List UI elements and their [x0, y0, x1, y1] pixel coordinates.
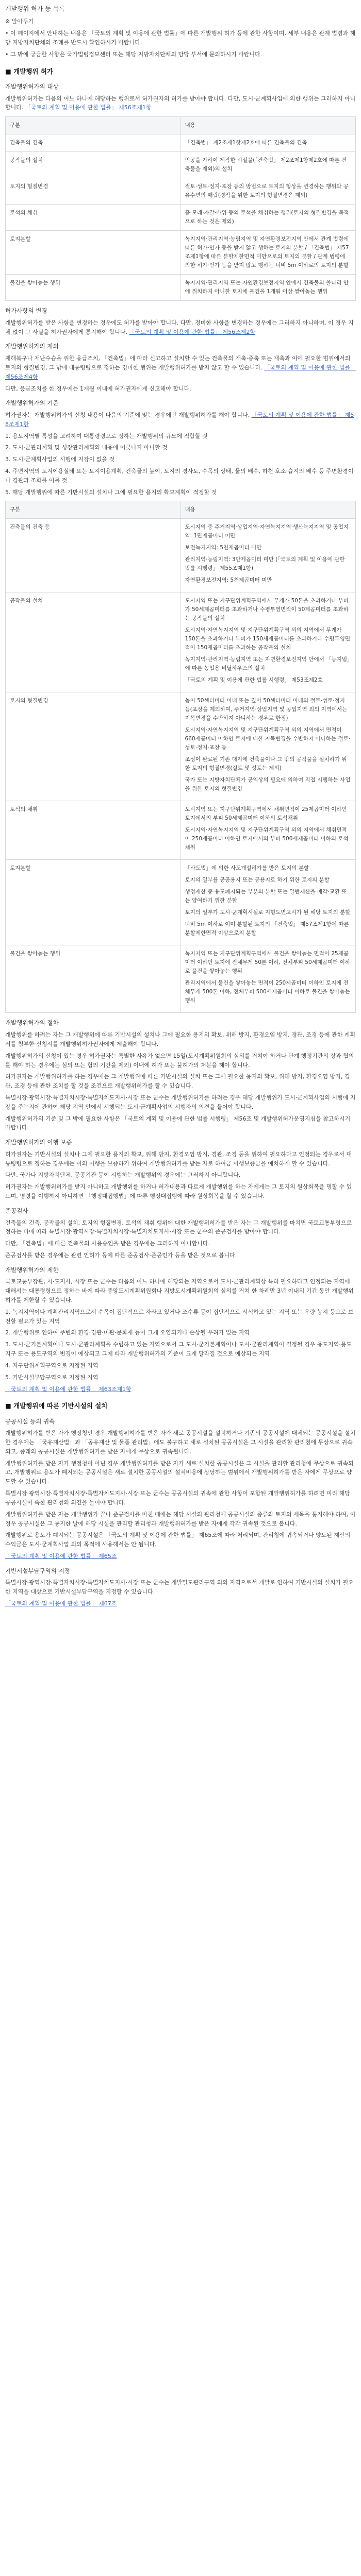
paragraph: 국토교통부장관, 시·도지사, 시장 또는 군수는 다음의 어느 하나에 해당되는 지역으로서 도시·군관리계획상 특히 필요하다고 인정되는 지역에 대해서는 대통령령으로 정하는 바에 따라 중앙도시계획위원회나 지방도시계획위원회의 심의를 거쳐 한 차례만 3년 이내의 기간 동안 개발행위허가를 제한할 수 있습니다.	[5, 1278, 354, 1303]
paragraph: 개발행위허가를 받은 자가 행정청인 경우 개발행위허가를 받은 자가 새로 공공시설을 설치하거나 기존의 공공시설에 대체되는 공공시설을 설치한 경우에는 「국유재산법」과 「공유재산 및 물품 관리법」에도 불구하고 새로 설치된 공공시설은 그 시설을 관리할 관리청에 무상으로 귀속되고, 종래의 공공시설은 개발행위허가를 받은 자에게 무상으로 귀속됩니다.	[5, 1430, 356, 1455]
cell-line: 「국토의 계획 및 이용에 관한 법률 시행령」 제53조제2호	[185, 677, 323, 684]
cell-line: 도시지역·자연녹지지역 및 지구단위계획구역 외의 지역에서 무게가 150톤을 초과하거나 부피가 150세제곱미터를 초과하거나 수평투영면적이 150제곱미터를 초과하는 공작물의 설치	[185, 627, 350, 651]
table-header: 구분	[6, 501, 181, 519]
list-item: 2. 도시·군관리계획 및 성장관리계획의 내용에 어긋나지 아니할 것	[5, 444, 168, 451]
cell-line: 도시지역·자연녹지지역 및 지구단위계획구역 외의 지역에서 면적이 660제곱미터 이하인 토지에 대한 지목변경을 수반하지 아니하는 절토·성토·정지·포장 등	[185, 727, 351, 751]
row-desc: 절토·성토·정지·포장 등의 방법으로 토지의 형상을 변경하는 행위와 공유수면의 매립(경작을 위한 토지의 형질변경은 제외)	[180, 178, 356, 205]
intro-text: • 이 페이지에서 안내하는 내용은 「국토의 계획 및 이용에 관한 법률」에 따른 개발행위 허가 등에 관한 사항이며, 세부 내용은 관계 법령과 해당 지방자치단체의 조례를 반드시 확인하시기 바랍니다.	[5, 30, 356, 46]
cell-line: 도시지역 또는 지구단위계획구역에서 무게가 50톤을 초과하거나 부피가 50세제곱미터를 초과하거나 수평투영면적이 50제곱미터를 초과하는 공작물의 설치	[185, 598, 349, 622]
permit-target-table	[5, 116, 356, 301]
row-desc	[180, 860, 356, 945]
table-row	[6, 592, 356, 692]
cell-line: 국가 또는 지방자치단체가 공익상의 필요에 의하여 직접 시행하는 사업을 위한 토지의 형질변경	[185, 777, 351, 792]
list-item: 1. 용도지역별 특성을 고려하여 대통령령으로 정하는 개발행위의 규모에 적합할 것	[5, 432, 208, 439]
paragraph	[5, 1599, 356, 1608]
row-type: 물건을 쌓아놓는 행위	[6, 945, 181, 1013]
subsection-heading: 준공검사	[5, 1207, 28, 1214]
cell-line: 자연환경보전지역: 5천제곱미터 미만	[185, 577, 272, 584]
paragraph: 개발행위를 하려는 자는 그 개발행위에 따른 기반시설의 설치나 그에 필요한 용지의 확보, 위해 방지, 환경오염 방지, 경관, 조경 등에 관한 계획서를 첨부한 신청서를 개발행위허가권자에게 제출해야 합니다.	[5, 1031, 355, 1047]
subsection-heading: 공공시설 등의 귀속	[5, 1417, 55, 1425]
cell-line: 관리지역·농림지역: 3만제곱미터 미만 (「국토의 계획 및 이용에 관한 법률 시행령」 제55조제1항)	[185, 556, 345, 572]
paragraph: 특별시장·광역시장·특별자치시장·특별자치도지사·시장 또는 군수는 개발밀도관리구역 외의 지역으로서 개발로 인하여 기반시설의 설치가 필요한 지역을 대상으로 기반시설부담구역을 지정할 수 있습니다.	[5, 1579, 354, 1596]
paragraph: 준공검사를 받은 경우에는 관련 인허가 등에 따른 준공검사·준공인가 등을 받은 것으로 봅니다.	[5, 1251, 237, 1259]
cell-line: 도시지역·자연녹지지역 및 지구단위계획구역 외의 지역에서 채취면적이 250제곱미터 이하인 토지에서의 부피 500세제곱미터 이하의 토석채취	[185, 827, 349, 851]
paragraph	[5, 1385, 356, 1394]
subsection-heading: 개발행위허가의 제외	[5, 343, 59, 350]
subsection-heading: 개발행위허가의 이행 보증	[5, 1139, 72, 1146]
paragraph: 3. 도시·군기본계획이나 도시·군관리계획을 수립하고 있는 지역으로서 그 도시·군기본계획이나 도시·군관리계획이 결정될 경우 용도지역·용도지구 또는 용도구역의 변경이 예상되고 그에 따라 개발행위허가의 기준이 크게 달라질 것으로 예상되는 지역	[5, 1341, 352, 1358]
cell-line: 토지의 일부가 도시·군계획시설로 지형도면고시가 된 해당 토지의 분할	[185, 909, 351, 916]
page-title: 개발행위 허가 등 목록	[5, 5, 65, 12]
row-type: 토석의 채취	[6, 801, 181, 860]
cell-line: 보전녹지지역: 5천제곱미터 미만	[185, 545, 262, 551]
cell-line: 녹지지역 또는 지구단위계획구역에서 물건을 쌓아놓는 면적이 25제곱미터 이하인 토지에 전체무게 50톤 이하, 전체부피 50세제곱미터 이하로 물건을 쌓아놓는 행위	[185, 951, 350, 975]
row-type: 토지의 형질변경	[6, 178, 181, 205]
row-type: 건축물의 건축 등	[6, 519, 181, 592]
table-row	[6, 860, 356, 945]
section-heading: ■ 개발행위 허가	[5, 67, 53, 75]
row-type: 공작물의 설치	[6, 152, 181, 178]
paragraph: 개발행위허가를 받은 자는 개발행위가 끝나 준공검사를 마친 때에는 해당 시설의 관리청에 공공시설의 종류와 토지의 세목을 통지해야 하며, 이 경우 공공시설은 그 통지한 날에 해당 시설을 관리할 관리청과 개발행위허가를 받은 자에게 각각 귀속된 것으로 봅니다.	[5, 1511, 356, 1527]
list-item: 5. 해당 개발행위에 따른 기반시설의 설치나 그에 필요한 용지의 확보계획이 적정할 것	[5, 488, 217, 496]
table-row	[6, 801, 356, 860]
table-row	[6, 205, 356, 231]
cell-line: 높이 50센티미터 이내 또는 깊이 50센티미터 이내의 절토·성토·정지 등(포장을 제외하며, 주거지역·상업지역 및 공업지역 외의 지역에서는 지목변경을 수반하지 아니하는 경우로 한정)	[185, 698, 348, 722]
subsection-heading: 개발행위허가의 절차	[5, 1019, 59, 1027]
table-row	[6, 275, 356, 301]
paragraph: 특별시장·광역시장·특별자치시장·특별자치도지사·시장 또는 군수는 개발행위허가를 하려는 경우 해당 개발행위가 도시·군계획사업의 시행에 지장을 주는지에 관하여 해당 지역 안에서 시행되는 도시·군계획사업의 시행자의 의견을 들어야 합니다.	[5, 1094, 356, 1110]
row-type: 토지분할	[6, 231, 181, 275]
paragraph: 2. 개발행위로 인하여 주변의 환경·경관·미관·문화재 등이 크게 오염되거나 손상될 우려가 있는 지역	[5, 1329, 250, 1336]
paragraph: 허가권자는 개발행위허가를 하는 경우에는 그 개발행위에 따른 기반시설의 설치 또는 그에 필요한 용지의 확보, 위해 방지, 환경오염 방지, 경관, 조경 등에 관한 조치를 할 것을 조건으로 개발행위허가를 할 수 있습니다.	[5, 1073, 350, 1090]
table-row	[6, 152, 356, 178]
cell-line: 토지의 일부를 공공용지 또는 공용지로 하기 위한 토지의 분할	[185, 877, 330, 884]
row-type: 건축물의 건축	[6, 134, 181, 152]
row-type: 물건을 쌓아놓는 행위	[6, 275, 181, 301]
paragraph: 개발행위허가는 다음의 어느 하나에 해당하는 행위로서 허가권자의 허가를 받아야 합니다. 다만, 도시·군계획사업에 의한 행위는 그러하지 아니합니다. 「국토의 계획 및 이용에 관한 법률」 제56조제1항	[5, 95, 356, 111]
row-type: 토지분할	[6, 860, 181, 945]
permit-scale-table	[5, 501, 356, 1013]
paragraph: 특별시장·광역시장·특별자치시장·특별자치도지사·시장 또는 군수는 공공시설의 귀속에 관한 사항이 포함된 개발행위허가를 하려면 미리 해당 공공시설이 속한 관리청의 의견을 들어야 합니다.	[5, 1490, 350, 1506]
cell-line: 「사도법」에 의한 사도개설허가를 받은 토지의 분할	[185, 865, 309, 872]
paragraph: 허가권자는 기반시설의 설치나 그에 필요한 용지의 확보, 위해 방지, 환경오염 방지, 경관, 조경 등을 위하여 필요하다고 인정되는 경우로서 대통령령으로 정하는 경우에는 이의 이행을 보증하기 위하여 개발행위허가를 받는 자로 하여금 이행보증금을 예치하게 할 수 있습니다.	[5, 1150, 352, 1167]
paragraph: 개발행위허가의 기준 및 그 밖에 필요한 사항은 「국토의 계획 및 이용에 관한 법률 시행령」 제56조 및 개발행위허가운영지침을 참고하시기 바랍니다.	[5, 1115, 351, 1131]
content-area	[0, 4, 361, 1608]
row-desc	[180, 801, 356, 860]
paragraph: 개발행위허가를 받은 자가 행정청이 아닌 경우 개발행위허가를 받은 자가 새로 설치한 공공시설은 그 시설을 관리할 관리청에 무상으로 귀속되고, 개발행위로 용도가 폐지되는 공공시설은 새로 설치한 공공시설의 설치비용에 상당하는 범위에서 개발행위허가를 받은 자에게 무상으로 양도할 수 있습니다.	[5, 1460, 354, 1485]
paragraph: 1. 녹지지역이나 계획관리지역으로서 수목이 집단적으로 자라고 있거나 조수류 등이 집단적으로 서식하고 있는 지역 또는 우량 농지 등으로 보전할 필요가 있는 지역	[5, 1308, 354, 1325]
row-desc: 「건축법」 제2조제1항제2호에 따른 건축물의 건축	[180, 134, 356, 152]
row-desc	[180, 945, 356, 1013]
row-type: 토지의 형질변경	[6, 692, 181, 801]
row-desc: 인공을 가하여 제작한 시설물(「건축법」 제2조제1항제2호에 따른 건축물을 제외)의 설치	[180, 152, 356, 178]
cell-line: 도시지역 또는 지구단위계획구역에서 채취면적이 25제곱미터 이하인 토지에서의 부피 50세제곱미터 이하의 토석채취	[185, 806, 347, 822]
paragraph: 다만, 응급조치를 한 경우에는 1개월 이내에 허가권자에게 신고해야 합니다.	[5, 385, 191, 392]
subsection-heading: 개발행위허가의 대상	[5, 82, 59, 90]
paragraph: 4. 지구단위계획구역으로 지정된 지역	[5, 1362, 99, 1369]
row-desc	[180, 519, 356, 592]
law-link[interactable]: 「국토의 계획 및 이용에 관한 법률」 제58조제1항	[5, 411, 354, 428]
law-link[interactable]: 「국토의 계획 및 이용에 관한 법률」 제63조제1항	[5, 1385, 132, 1393]
subsection-heading: 개발행위허가의 제한	[5, 1266, 59, 1274]
table-row	[6, 945, 356, 1013]
notice-heading: ※ 알아두기	[5, 18, 34, 25]
law-link[interactable]: 「국토의 계획 및 이용에 관한 법률」 제65조	[5, 1552, 117, 1560]
law-link[interactable]: 「국토의 계획 및 이용에 관한 법률」 제56조제2항	[129, 328, 256, 335]
paragraph: 5. 기반시설부담구역으로 지정된 지역	[5, 1374, 99, 1381]
table-header: 구분	[6, 117, 181, 134]
law-link[interactable]: 「국토의 계획 및 이용에 관한 법률」 제56조제1항	[25, 104, 152, 111]
row-type: 토석의 채취	[6, 205, 181, 231]
table-row	[6, 178, 356, 205]
row-desc	[180, 592, 356, 692]
table-header: 내용	[180, 117, 356, 134]
paragraph: 개발행위로 용도가 폐지되는 공공시설은 「국토의 계획 및 이용에 관한 법률」 제65조에 따라 처리되며, 관리청에 귀속되거나 양도된 재산의 수익금은 도시·군계획사업 외의 목적에 사용해서는 안 됩니다.	[5, 1532, 351, 1548]
subsection-heading: 개발행위허가의 기준	[5, 399, 59, 407]
cell-line: 관리지역에서 물건을 쌓아놓는 면적이 250제곱미터 이하인 토지에 전체무게 500톤 이하, 전체부피 500세제곱미터 이하로 물건을 쌓아놓는 행위	[185, 980, 350, 1004]
law-link[interactable]: 「국토의 계획 및 이용에 관한 법률」 제56조제4항	[5, 364, 356, 380]
row-desc	[180, 692, 356, 801]
row-desc: 녹지지역·관리지역 또는 자연환경보전지역 안에서 건축물의 울타리 안에 위치하지 아니한 토지에 물건을 1개월 이상 쌓아놓는 행위	[180, 275, 356, 301]
table-row	[6, 519, 356, 592]
cell-line: 행정재산 중 용도폐지되는 부분의 분할 또는 일반재산을 매각·교환 또는 양여하기 위한 분할	[185, 889, 347, 904]
law-link[interactable]: 「국토의 계획 및 이용에 관한 법률」 제67조	[5, 1600, 117, 1607]
row-desc: 흙·모래·자갈·바위 등의 토석을 채취하는 행위(토지의 형질변경을 목적으로 하는 것은 제외)	[180, 205, 356, 231]
paragraph: 건축물의 건축, 공작물의 설치, 토지의 형질변경, 토석의 채취 행위에 대한 개발행위허가를 받은 자는 그 개발행위를 마치면 국토교통부령으로 정하는 바에 따라 특별시장·광역시장·특별자치시장·특별자치도지사·시장 또는 군수의 준공검사를 받아야 합니다.	[5, 1219, 352, 1235]
table-header: 내용	[180, 501, 356, 519]
cell-line: 조성이 완료된 기존 대지에 건축물이나 그 밖의 공작물을 설치하기 위한 토지의 형질변경(절토 및 성토는 제외)	[185, 756, 347, 772]
paragraph: 재해복구나 재난수습을 위한 응급조치, 「건축법」에 따라 신고하고 설치할 수 있는 건축물의 개축·증축 또는 재축과 이에 필요한 범위에서의 토지의 형질변경, 그 밖에 대통령령으로 정하는 경미한 행위는 개발행위허가를 받지 않고 할 수 있습니다. 「국토의 계획 및 이용에 관한 법률」 제56조제4항	[5, 355, 356, 380]
subsection-heading: 허가사항의 변경	[5, 307, 47, 315]
paragraph: 다만, 「건축법」에 따른 건축물의 사용승인을 받은 경우에는 그러하지 아니합니다.	[5, 1240, 210, 1247]
section-heading: ■ 개발행위에 따른 기반시설의 설치	[5, 1402, 108, 1410]
table-row	[6, 231, 356, 275]
paragraph: 개발행위허가를 받은 사항을 변경하는 경우에도 허가를 받아야 합니다. 다만, 경미한 사항을 변경하는 경우에는 그러하지 아니하며, 이 경우 지체 없이 그 사실을 허가권자에게 통지해야 합니다. 「국토의 계획 및 이용에 관한 법률」 제56조제2항	[5, 319, 354, 335]
subsection-heading: 기반시설부담구역의 지정	[5, 1567, 70, 1574]
table-row	[6, 692, 356, 801]
list-item: 4. 주변지역의 토지이용실태 또는 토지이용계획, 건축물의 높이, 토지의 경사도, 수목의 상태, 물의 배수, 하천·호소·습지의 배수 등 주변환경이나 경관과 조화를 이룰 것	[5, 468, 354, 484]
table-row	[6, 134, 356, 152]
paragraph	[5, 1552, 356, 1561]
paragraph: 개발행위허가의 신청이 있는 경우 허가권자는 특별한 사유가 없으면 15일(도시계획위원회의 심의를 거쳐야 하거나 관계 행정기관의 장과 협의를 해야 하는 경우에는 심의 또는 협의 기간을 제외) 이내에 허가 또는 불허가의 처분을 해야 합니다.	[5, 1052, 354, 1069]
paragraph: 허가권자는 개발행위허가의 신청 내용이 다음의 기준에 맞는 경우에만 개발행위허가를 해야 합니다. 「국토의 계획 및 이용에 관한 법률」 제58조제1항	[5, 411, 354, 428]
intro-text-2: • 그 밖에 궁금한 사항은 국가법령정보센터 또는 해당 지방자치단체의 담당 부서에 문의하시기 바랍니다.	[5, 50, 262, 58]
list-link[interactable]: 목록	[53, 5, 65, 12]
list-item: 3. 도시·군계획사업의 시행에 지장이 없을 것	[5, 456, 115, 463]
cell-line: 도시지역 중 주거지역·상업지역·자연녹지지역·생산녹지지역 및 공업지역: 1만제곱미터 미만	[185, 524, 349, 539]
row-type: 공작물의 설치	[6, 592, 181, 692]
paragraph: 다만, 국가나 지방자치단체, 공공기관 등이 시행하는 개발행위의 경우에는 그러하지 아니합니다.	[5, 1172, 241, 1179]
row-desc: 녹지지역·관리지역·농림지역 및 자연환경보전지역 안에서 관계 법령에 따른 허가·인가 등을 받지 않고 행하는 토지의 분할 / 「건축법」 제57조제1항에 따른 분할제한면적 미만으로의 토지의 분할 / 관계 법령에 의한 허가·인가 등을 받지 않고 행하는 너비 5m 이하로의 토지의 분할	[180, 231, 356, 275]
cell-line: 녹지지역·관리지역·농림지역 또는 자연환경보전지역 안에서 「농지법」에 따른 농업용 비닐하우스의 설치	[185, 656, 350, 672]
paragraph: 허가권자는 개발행위허가를 받지 아니하고 개발행위를 하거나 허가내용과 다르게 개발행위를 하는 자에게는 그 토지의 원상회복을 명할 수 있으며, 명령을 이행하지 아니하면 「행정대집행법」에 따른 행정대집행에 따라 원상회복을 할 수 있습니다.	[5, 1183, 352, 1200]
cell-line: 너비 5m 이하로 이미 분할된 토지의 「건축법」 제57조제1항에 따른 분할제한면적 이상으로의 분할	[185, 921, 349, 937]
